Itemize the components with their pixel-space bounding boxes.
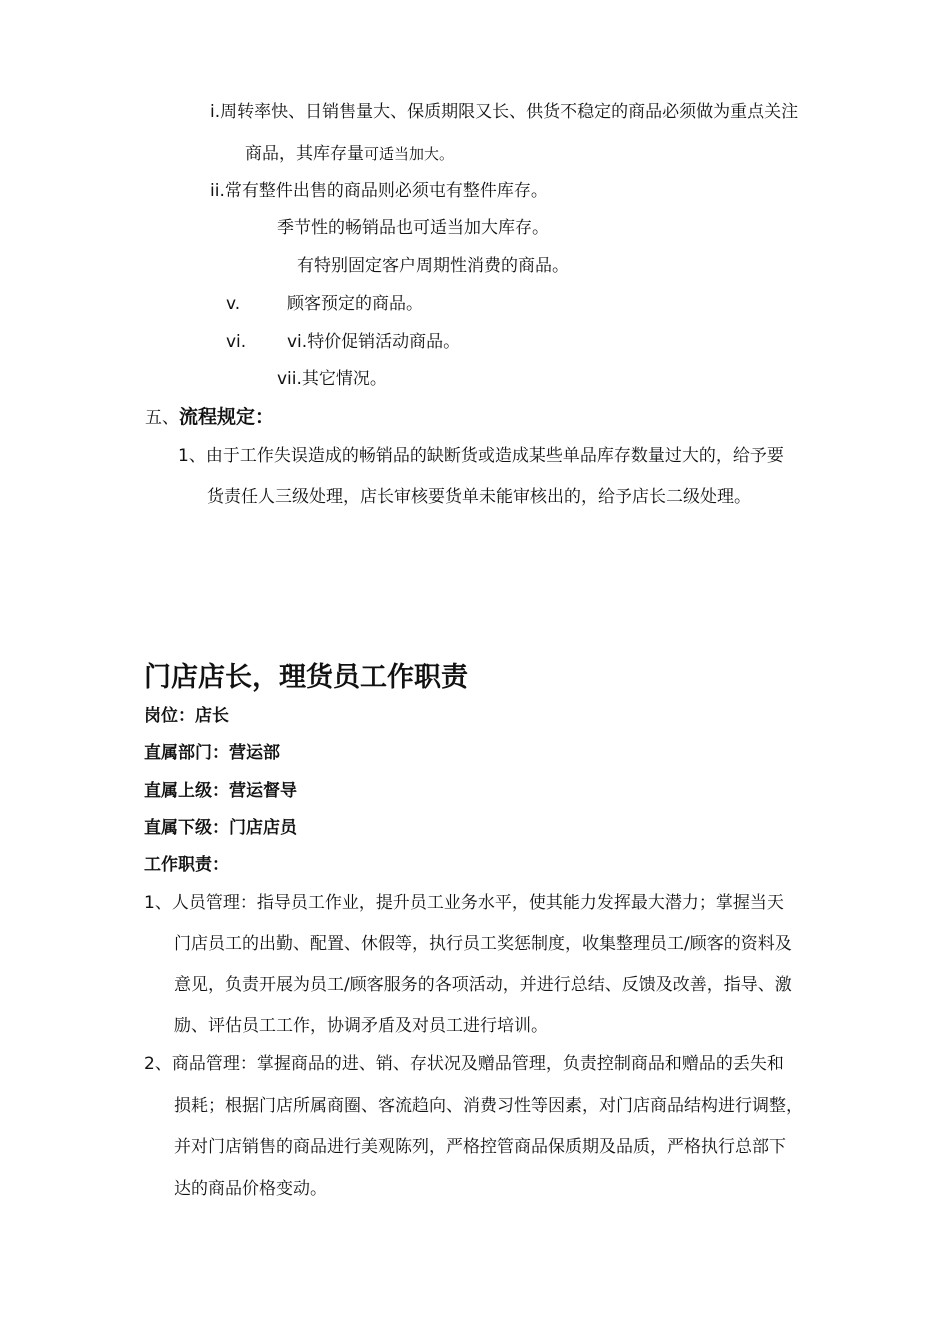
superior-field: 直属上级：营运督导 <box>144 781 297 801</box>
duty-2-line-4: 达的商品价格变动。 <box>174 1179 327 1199</box>
position-field: 岗位：店长 <box>144 706 229 726</box>
duty-1-line-1: 1、人员管理：指导员工作业，提升员工业务水平，使其能力发挥最大潜力；掌握当天 <box>144 893 784 913</box>
duty-1-line-4: 励、评估员工工作，协调矛盾及对员工进行培训。 <box>174 1016 548 1036</box>
duty-2-line-2: 损耗；根据门店所属商圈、客流趋向、消费习性等因素，对门店商品结构进行调整， <box>174 1096 803 1116</box>
duty-2-line-3: 并对门店销售的商品进行美观陈列，严格控管商品保质期及品质，严格执行总部下 <box>174 1137 786 1157</box>
list-item-ii: ii.常有整件出售的商品则必须屯有整件库存。 <box>210 181 548 201</box>
list-item-i-cont-main: 商品，其库存量 <box>245 144 364 164</box>
section-heading-text: 流程规定： <box>179 406 275 428</box>
section-heading <box>145 405 274 430</box>
duty-2-line-1: 2、商品管理：掌握商品的进、销、存状况及赠品管理，负责控制商品和赠品的丢失和 <box>144 1054 784 1074</box>
duties-label: 工作职责： <box>144 855 229 875</box>
list-item-i-cont-small: 可适当加大。 <box>364 145 455 163</box>
section-heading-prefix: 五、 <box>145 408 179 428</box>
list-item-vii: vii.其它情况。 <box>277 369 387 389</box>
page-title: 门店店长，理货员工作职责 <box>144 662 468 693</box>
list-item-v: 顾客预定的商品。 <box>287 294 423 314</box>
list-item-i: i.周转率快、日销售量大、保质期限又长、供货不稳定的商品必须做为重点关注 <box>210 102 799 122</box>
duty-1-line-3: 意见，负责开展为员工/顾客服务的各项活动，并进行总结、反馈及改善，指导、激 <box>174 975 792 995</box>
list-item-v-marker: v. <box>226 294 241 314</box>
duty-1-line-2: 门店员工的出勤、配置、休假等，执行员工奖惩制度，收集整理员工/顾客的资料及 <box>174 934 792 954</box>
list-item-iv: 有特别固定客户周期性消费的商品。 <box>297 256 569 276</box>
section-item-1-line-1: 1、由于工作失误造成的畅销品的缺断货或造成某些单品库存数量过大的，给予要 <box>178 446 784 466</box>
subordinate-field: 直属下级：门店店员 <box>144 818 297 838</box>
department-field: 直属部门：营运部 <box>144 743 280 763</box>
list-item-vi: vi.特价促销活动商品。 <box>287 332 461 352</box>
list-item-iii: 季节性的畅销品也可适当加大库存。 <box>277 218 549 238</box>
list-item-vi-marker: vi. <box>226 332 247 352</box>
list-item-i-continued <box>245 142 454 166</box>
section-item-1-line-2: 货责任人三级处理，店长审核要货单未能审核出的，给予店长二级处理。 <box>207 487 751 507</box>
